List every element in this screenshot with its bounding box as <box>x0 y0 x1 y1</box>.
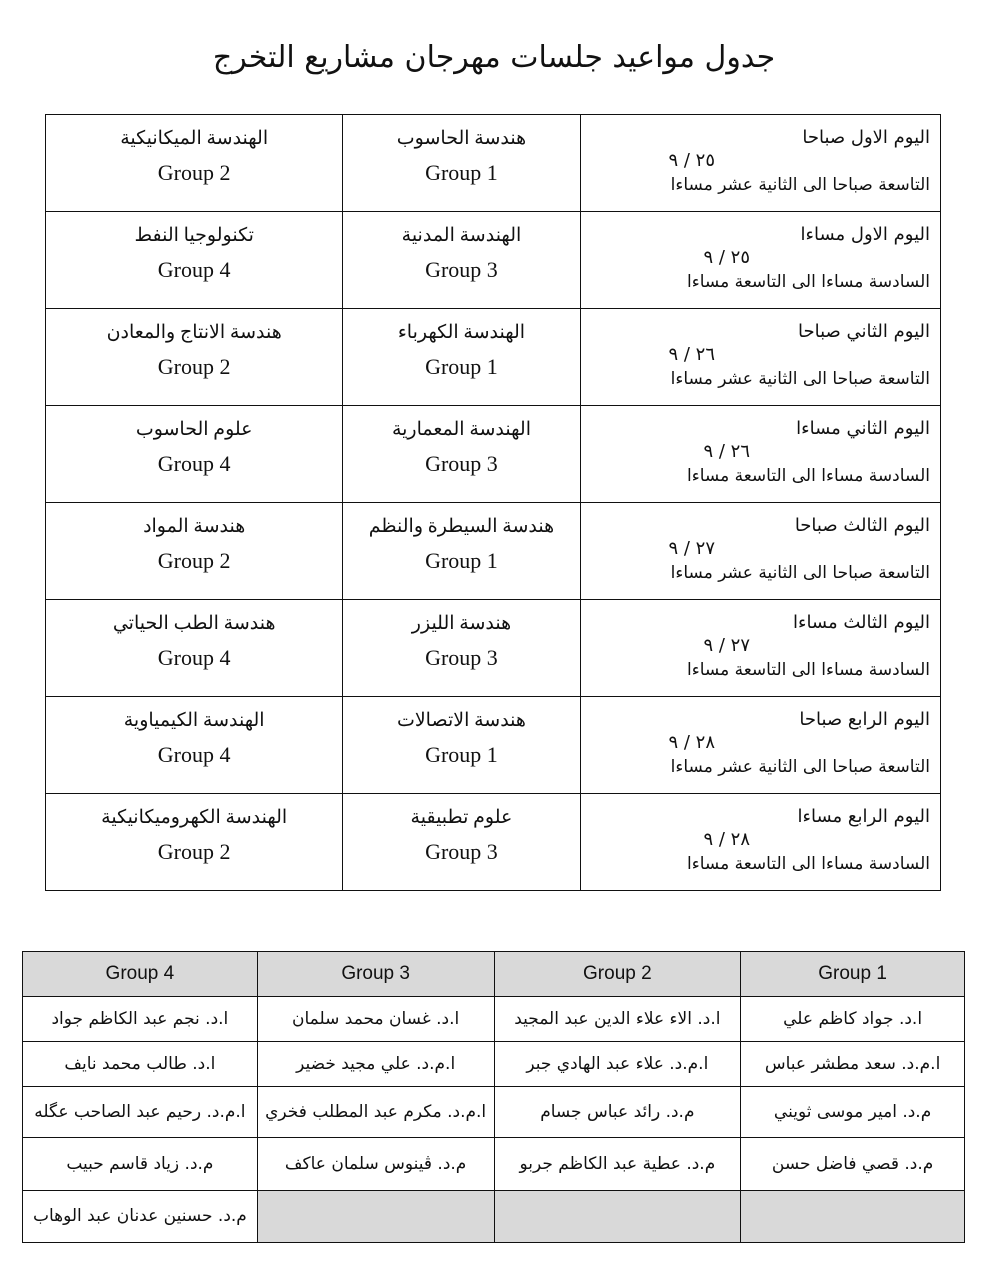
department-name: علوم الحاسوب <box>135 419 253 440</box>
empty-cell <box>741 1191 965 1243</box>
committee-member: ا.م.د. رحيم عبد الصاحب عگله <box>23 1087 258 1138</box>
department-name: الهندسة الميكانيكية <box>120 128 269 149</box>
committee-row <box>23 1042 965 1087</box>
day-cell <box>580 503 940 600</box>
committee-member: م.د. امير موسى ثويني <box>741 1087 965 1138</box>
time-range: السادسة مساءا الى التاسعة مساءا <box>687 466 930 486</box>
department-name: الهندسة المدنية <box>401 225 522 246</box>
day-cell <box>580 406 940 503</box>
department-name: تكنولوجيا النفط <box>134 225 254 246</box>
day-date: ٢٦ / ٩ <box>703 441 750 462</box>
committees-table <box>22 951 965 1243</box>
committee-row <box>23 1138 965 1191</box>
day-date: ٢٦ / ٩ <box>668 344 715 365</box>
day-date: ٢٥ / ٩ <box>668 150 715 171</box>
committee-member: ا.م.د. علاء عبد الهادي جبر <box>494 1042 741 1087</box>
group-label: Group 4 <box>157 742 231 767</box>
session-cell-middle <box>343 600 580 697</box>
committee-member: م.د. ڤينوس سلمان عاكف <box>257 1138 494 1191</box>
session-cell-middle <box>343 503 580 600</box>
session-cell-middle <box>343 309 580 406</box>
day-label: اليوم الاول صباحا <box>802 127 930 148</box>
department-name: الهندسة الكهروميكانيكية <box>101 807 288 828</box>
committee-member: ا.د. طالب محمد نايف <box>23 1042 258 1087</box>
committee-member: م.د. قصي فاضل حسن <box>741 1138 965 1191</box>
department-name: علوم تطبيقية <box>410 807 513 828</box>
group-label: Group 1 <box>425 354 498 379</box>
day-date: ٢٧ / ٩ <box>703 635 750 656</box>
page-title: جدول مواعيد جلسات مهرجان مشاريع التخرج <box>212 40 776 75</box>
session-cell-left <box>46 794 343 891</box>
schedule-row <box>46 309 941 406</box>
committee-member: ا.م.د. علي مجيد خضير <box>257 1042 494 1087</box>
day-cell <box>580 212 940 309</box>
schedule-row <box>46 600 941 697</box>
session-cell-middle <box>343 212 580 309</box>
group-label: Group 2 <box>157 160 231 185</box>
committee-member: م.د. حسنين عدنان عبد الوهاب <box>23 1191 258 1243</box>
department-name: الهندسة المعمارية <box>391 419 531 440</box>
group-label: Group 1 <box>425 548 498 573</box>
department-name: هندسة الطب الحياتي <box>112 613 276 634</box>
department-name: الهندسة الكهرباء <box>397 322 526 343</box>
session-cell-left <box>46 600 343 697</box>
time-range: التاسعة صباحا الى الثانية عشر مساءا <box>670 175 930 195</box>
session-cell-left <box>46 115 343 212</box>
department-name: هندسة الليزر <box>411 613 512 634</box>
committee-member: م.د. رائد عباس جسام <box>494 1087 741 1138</box>
schedule-row <box>46 406 941 503</box>
session-cell-middle <box>343 115 580 212</box>
time-range: التاسعة صباحا الى الثانية عشر مساءا <box>670 369 930 389</box>
committee-member: ا.د. جواد كاظم علي <box>741 997 965 1042</box>
session-cell-middle <box>343 794 580 891</box>
schedule-table <box>45 114 941 891</box>
day-label: اليوم الثاني مساءا <box>796 418 930 439</box>
committee-member: ا.د. غسان محمد سلمان <box>257 997 494 1042</box>
department-name: الهندسة الكيمياوية <box>123 710 265 731</box>
schedule-row <box>46 794 941 891</box>
committees-header-row <box>23 952 965 997</box>
day-cell <box>580 309 940 406</box>
day-date: ٢٥ / ٩ <box>703 247 750 268</box>
time-range: السادسة مساءا الى التاسعة مساءا <box>687 854 930 874</box>
department-name: هندسة الحاسوب <box>396 128 527 149</box>
department-name: هندسة الانتاج والمعادن <box>106 322 282 343</box>
day-cell <box>580 697 940 794</box>
group-label: Group 3 <box>425 451 498 476</box>
session-cell-middle <box>343 697 580 794</box>
time-range: التاسعة صباحا الى الثانية عشر مساءا <box>670 563 930 583</box>
empty-cell <box>494 1191 741 1243</box>
schedule-row <box>46 697 941 794</box>
committee-member: ا.م.د. مكرم عبد المطلب فخري <box>257 1087 494 1138</box>
session-cell-left <box>46 697 343 794</box>
committee-member: ا.د. الاء علاء الدين عبد المجيد <box>494 997 741 1042</box>
committee-row <box>23 1191 965 1243</box>
day-cell <box>580 115 940 212</box>
schedule-row <box>46 503 941 600</box>
group-header: Group 4 <box>23 952 258 997</box>
group-header: Group 3 <box>257 952 494 997</box>
group-label: Group 2 <box>157 548 231 573</box>
department-name: هندسة المواد <box>143 516 246 537</box>
day-date: ٢٨ / ٩ <box>668 732 715 753</box>
group-header: Group 1 <box>741 952 965 997</box>
time-range: السادسة مساءا الى التاسعة مساءا <box>687 660 930 680</box>
committee-member: ا.د. نجم عبد الكاظم جواد <box>23 997 258 1042</box>
group-header: Group 2 <box>494 952 741 997</box>
group-label: Group 4 <box>157 257 231 282</box>
day-date: ٢٧ / ٩ <box>668 538 715 559</box>
department-name: هندسة الاتصالات <box>396 710 526 731</box>
group-label: Group 1 <box>425 742 498 767</box>
time-range: السادسة مساءا الى التاسعة مساءا <box>687 272 930 292</box>
group-label: Group 3 <box>425 645 498 670</box>
schedule-row <box>46 212 941 309</box>
day-cell <box>580 600 940 697</box>
schedule-row <box>46 115 941 212</box>
day-label: اليوم الثاني صباحا <box>797 321 930 342</box>
committee-row <box>23 997 965 1042</box>
session-cell-left <box>46 406 343 503</box>
group-label: Group 4 <box>157 451 231 476</box>
session-cell-left <box>46 309 343 406</box>
session-cell-left <box>46 212 343 309</box>
committee-member: م.د. عطية عبد الكاظم جربو <box>494 1138 741 1191</box>
committee-member: ا.م.د. سعد مطشر عباس <box>741 1042 965 1087</box>
committee-member: م.د. زياد قاسم حبيب <box>23 1138 258 1191</box>
day-label: اليوم الثالث صباحا <box>794 515 930 536</box>
session-cell-left <box>46 503 343 600</box>
day-label: اليوم الاول مساءا <box>800 224 930 245</box>
session-cell-middle <box>343 406 580 503</box>
day-cell <box>580 794 940 891</box>
group-label: Group 2 <box>157 354 231 379</box>
group-label: Group 3 <box>425 839 498 864</box>
committee-row <box>23 1087 965 1138</box>
group-label: Group 1 <box>425 160 498 185</box>
group-label: Group 2 <box>157 839 231 864</box>
group-label: Group 3 <box>425 257 498 282</box>
time-range: التاسعة صباحا الى الثانية عشر مساءا <box>670 757 930 777</box>
day-date: ٢٨ / ٩ <box>703 829 750 850</box>
group-label: Group 4 <box>157 645 231 670</box>
day-label: اليوم الرابع صباحا <box>799 709 930 730</box>
department-name: هندسة السيطرة والنظم <box>368 516 555 537</box>
empty-cell <box>257 1191 494 1243</box>
day-label: اليوم الثالث مساءا <box>792 612 930 633</box>
day-label: اليوم الرابع مساءا <box>797 806 930 827</box>
